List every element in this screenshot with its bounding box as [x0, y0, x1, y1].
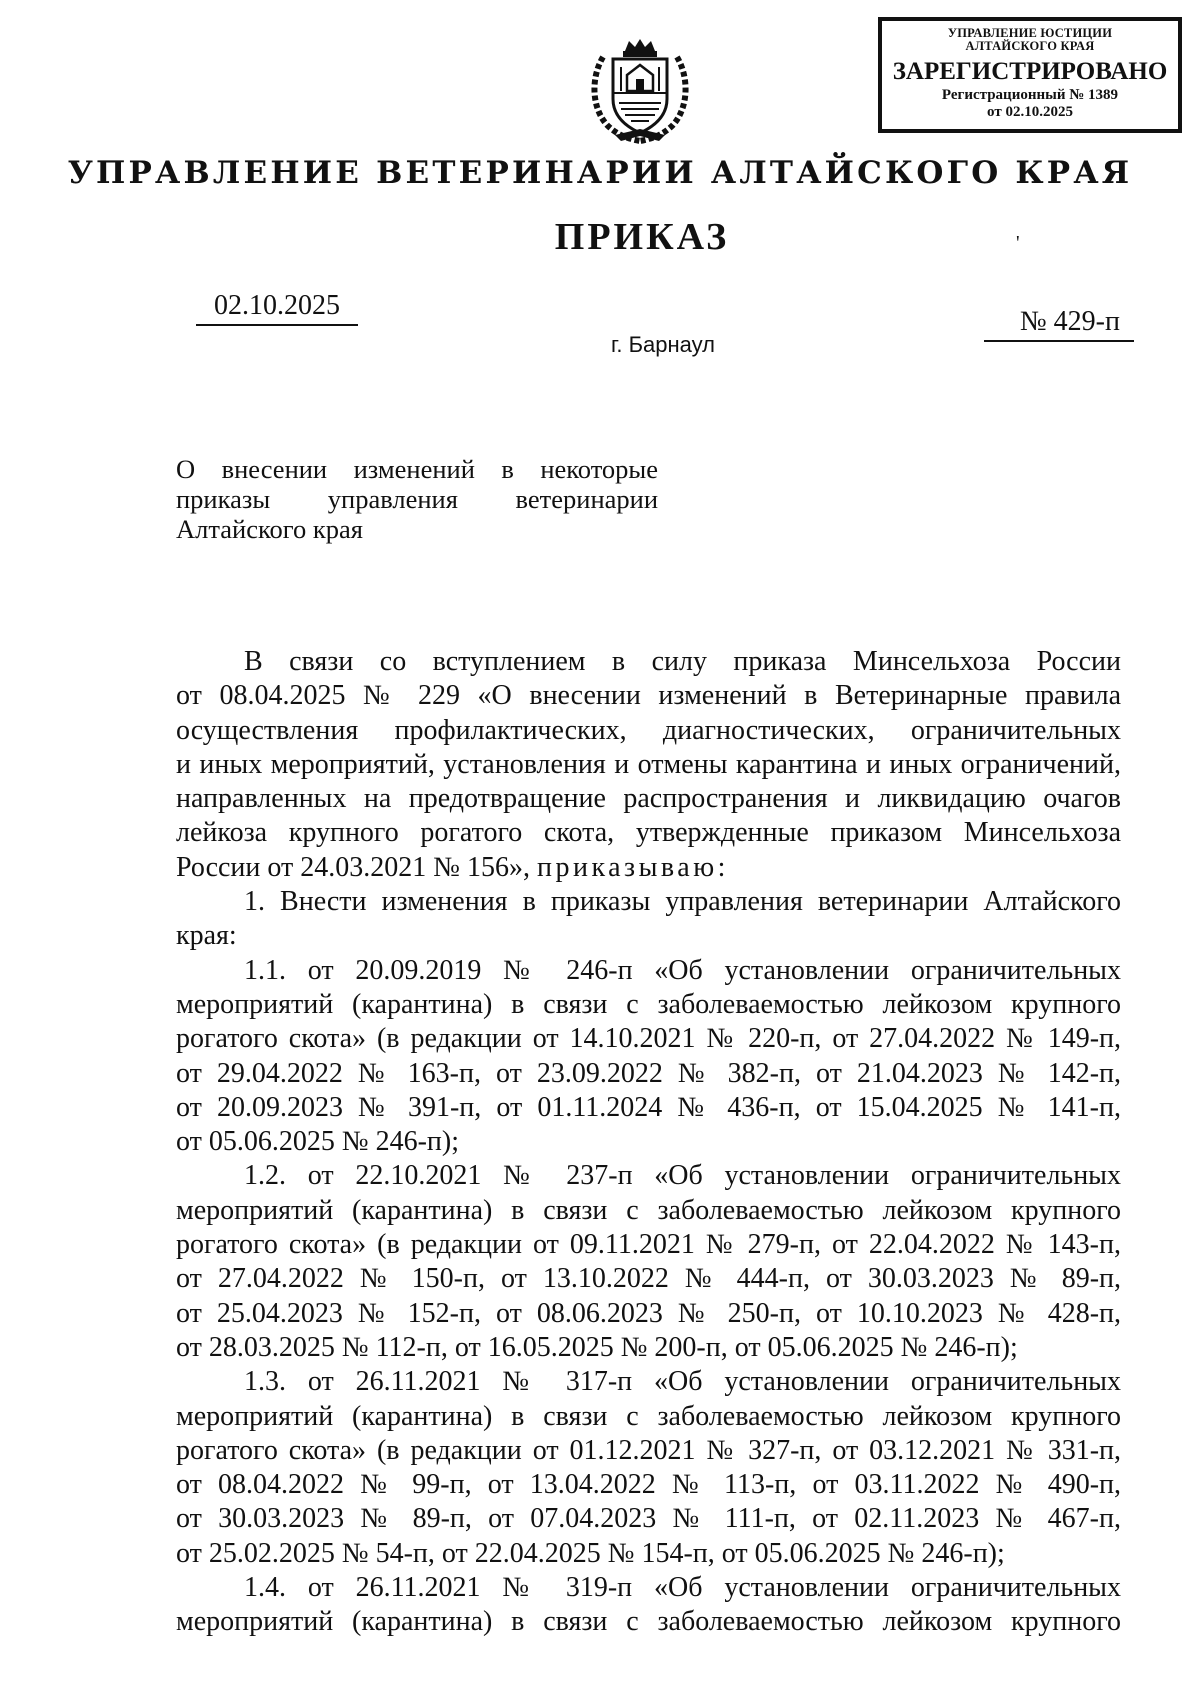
body-line: лейкоза крупного рогатого скота, утвержденные приказом Минсельхоза: [176, 817, 1121, 849]
subject-line: Алтайского края: [176, 514, 363, 544]
body-line: и иных мероприятий, установления и отмены карантина и иных ограничений,: [176, 748, 1121, 780]
body-line-with-order-word: [176, 851, 1121, 885]
body-line: В связи со вступлением в силу приказа Минсельхоза России: [244, 646, 1121, 677]
body-line: от 08.04.2025 № 229 «О внесении изменений в Ветеринарные правила: [176, 680, 1121, 712]
stray-mark: ': [1016, 232, 1020, 254]
body-line: осуществления профилактических, диагностических, ограничительных: [176, 714, 1121, 746]
stamp-org-line1: УПРАВЛЕНИЕ ЮСТИЦИИ: [947, 26, 1113, 40]
order-body: [176, 645, 1121, 1640]
order-number: № 429-п: [1019, 306, 1120, 337]
stamp-org-line2: АЛТАЙСКОГО КРАЯ: [965, 39, 1095, 53]
stamp-registered: ЗАРЕГИСТРИРОВАНО: [892, 58, 1168, 85]
date-underline: [196, 324, 358, 326]
body-line: от 30.03.2023 № 89-п, от 07.04.2023 № 111-п, от 02.11.2023 № 467-п,: [176, 1503, 1121, 1535]
body-line: мероприятий (карантина) в связи с заболеваемостью лейкозом крупного: [176, 1400, 1121, 1432]
body-line: мероприятий (карантина) в связи с заболеваемостью лейкозом крупного: [176, 1606, 1121, 1638]
city: г. Барнаул: [611, 332, 715, 357]
stamp-reg-number: Регистрационный № 1389: [941, 87, 1119, 103]
registration-stamp: [878, 17, 1182, 133]
body-line: от 25.04.2023 № 152-п, от 08.06.2023 № 250-п, от 10.10.2023 № 428-п,: [176, 1297, 1121, 1329]
order-number-field: [984, 306, 1134, 342]
order-date: 02.10.2025: [214, 290, 340, 321]
body-line: края:: [176, 920, 237, 952]
body-line: от 27.04.2022 № 150-п, от 13.10.2022 № 444-п, от 30.03.2023 № 89-п,: [176, 1263, 1121, 1295]
body-line: 1. Внести изменения в приказы управления ветеринарии Алтайского: [244, 886, 1121, 918]
body-line: мероприятий (карантина) в связи с заболеваемостью лейкозом крупного: [176, 988, 1121, 1020]
body-line: рогатого скота» (в редакции от 09.11.2021 № 279-п, от 22.04.2022 № 143-п,: [176, 1229, 1121, 1261]
order-subject: [176, 454, 658, 544]
body-line: от 08.04.2022 № 99-п, от 13.04.2022 № 113-п, от 03.11.2022 № 490-п,: [176, 1469, 1121, 1501]
body-line: 1.2. от 22.10.2021 № 237-п «Об установлении ограничительных: [244, 1160, 1121, 1192]
body-line: от 25.02.2025 № 54-п, от 22.04.2025 № 154-п, от 05.06.2025 № 246-п);: [176, 1537, 1005, 1569]
stamp-reg-date: от 02.10.2025: [987, 104, 1073, 120]
subject-line: О внесении изменений в некоторые: [176, 454, 658, 484]
body-line: от 20.09.2023 № 391-п, от 01.11.2024 № 436-п, от 15.04.2025 № 141-п,: [176, 1091, 1121, 1123]
body-line: 1.1. от 20.09.2019 № 246-п «Об установлении ограничительных: [244, 954, 1121, 986]
body-line: рогатого скота» (в редакции от 14.10.2021 № 220-п, от 27.04.2022 № 149-п,: [176, 1023, 1121, 1055]
body-line: 1.3. от 26.11.2021 № 317-п «Об установлении ограничительных: [244, 1366, 1121, 1398]
order-date-field: [196, 290, 358, 326]
body-line: от 28.03.2025 № 112-п, от 16.05.2025 № 200-п, от 05.06.2025 № 246-п);: [176, 1331, 1018, 1363]
body-line: мероприятий (карантина) в связи с заболеваемостью лейкозом крупного: [176, 1194, 1121, 1226]
number-underline: [984, 340, 1134, 342]
body-line: от 05.06.2025 № 246-п);: [176, 1126, 459, 1158]
body-line: России от 24.03.2021 № 156»,: [176, 851, 530, 883]
subject-line: приказы управления ветеринарии: [176, 484, 658, 514]
body-line: 1.4. от 26.11.2021 № 319-п «Об установлении ограничительных: [244, 1572, 1121, 1604]
order-word: приказываю:: [536, 851, 729, 883]
document-type: ПРИКАЗ: [554, 216, 730, 258]
body-line: рогатого скота» (в редакции от 01.12.2021 № 327-п, от 03.12.2021 № 331-п,: [176, 1434, 1121, 1466]
altai-krai-coat-of-arms-icon: [585, 37, 695, 145]
body-line: направленных на предотвращение распространения и ликвидацию очагов: [176, 783, 1121, 815]
body-line: от 29.04.2022 № 163-п, от 23.09.2022 № 382-п, от 21.04.2023 № 142-п,: [176, 1057, 1121, 1089]
department-title: УПРАВЛЕНИЕ ВЕТЕРИНАРИИ АЛТАЙСКОГО КРАЯ: [67, 155, 1133, 191]
